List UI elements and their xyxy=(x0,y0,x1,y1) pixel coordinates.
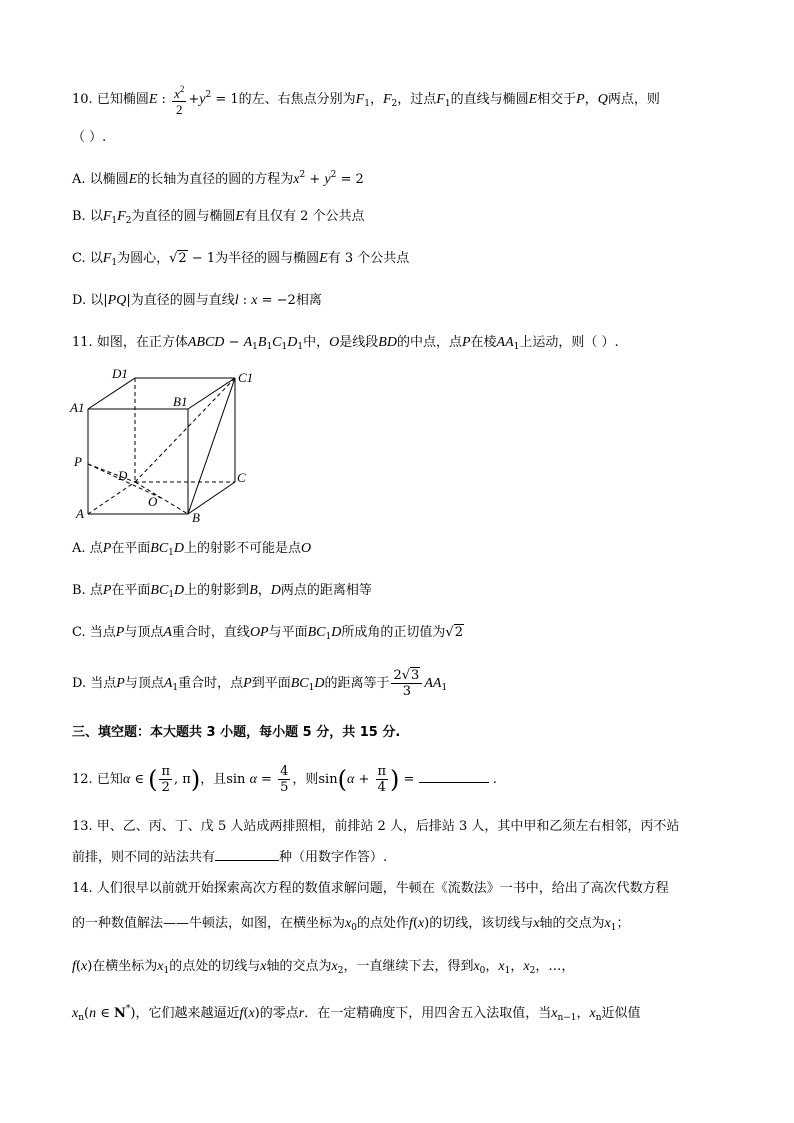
q11-option-b: B. 点P在平面$BC_1D$上的射影到B，D两点的距离相等 xyxy=(72,583,372,600)
q14-line4: $x_n(n$ ∈ N*)，它们越来越逼近f(x)的零点r．在一定精确度下，用四舍五入法取值，当$x_{n-1}$，$x_n$近似值 xyxy=(72,1004,641,1023)
q11-option-c: C. 当点P与顶点A重合时，直线OP与平面$BC_1D$所成角的正切值为√2 xyxy=(72,625,463,642)
q10-paren: （ ）. xyxy=(72,130,107,145)
label-a1: A1 xyxy=(70,400,85,415)
label-b1: B1 xyxy=(173,394,188,409)
q14-line2: 的一种数值解法——牛顿法，如图，在横坐标为$x_0$的点处作f(x)的切线，该切线与x轴的交点为$x_1$； xyxy=(72,916,630,933)
q10-option-c: C. 以$F_1$为圆心，√2 − 1为半径的圆与椭圆E有 3 个公共点 xyxy=(72,251,410,268)
q12: 12. 已知α ∈ ( $\frac{\pi}{2}$ , π)，且sin α = $\frac{4}{5}$ ，则sin(α + $\frac{\pi}{4}$ ) = . xyxy=(72,764,497,795)
label-d1: D1 xyxy=(112,366,128,381)
cube-figure xyxy=(68,364,268,526)
label-d: D xyxy=(118,468,128,483)
q14-line3: f(x)在横坐标为$x_1$的点处的切线与x轴的交点为$x_2$，一直继续下去，得到$x_0$，$x_1$，$x_2$，…， xyxy=(72,959,575,976)
q10-option-b: B. 以$F_1F_2$为直径的圆与椭圆E有且仅有 2 个公共点 xyxy=(72,209,365,226)
section-3-heading: 三、填空题：本大题共 3 小题，每小题 5 分，共 15 分. xyxy=(72,725,401,740)
q13-line1: 13. 甲、乙、丙、丁、戊 5 人站成两排照相，前排站 2 人，后排站 3 人，其中甲和乙须左右相邻，丙不站 xyxy=(72,819,680,834)
q11-option-a: A. 点P在平面$BC_1D$上的射影不可能是点O xyxy=(72,541,312,558)
q11-stem: 11. 如图，在正方体ABCD − $A_1B_1C_1D_1$中，O是线段BD的中点，点P在棱$AA_1$上运动，则（ ）. xyxy=(72,335,619,352)
q10-option-d: D. 以|PQ|为直径的圆与直线l : x = −2相离 xyxy=(72,293,322,308)
label-p: P xyxy=(74,454,82,469)
q10-stem: 10. 已知椭圆E : $\frac{x^2}{2}$ $+y^2 = 1$的左、右焦点分别为$F_1$，$F_2$，过点$F_1$的直线与椭圆E相交于P，Q两点，则 xyxy=(72,84,660,117)
label-b: B xyxy=(192,510,200,525)
q14-line1: 14. 人们很早以前就开始探索高次方程的数值求解问题，牛顿在《流数法》一书中，给出了高次代数方程 xyxy=(72,881,669,896)
q13-line2: 前排，则不同的站法共有 种（用数字作答）. xyxy=(72,850,388,865)
q10-option-a: A. 以椭圆E的长轴为直径的圆的方程为$x^2 + y^2 = 2$ xyxy=(72,170,364,187)
q11-option-d: D. 当点P与顶点$A_1$重合时，点P到平面$BC_1D$的距离等于 $\frac{2√3}{3}$ $AA_1$ xyxy=(72,668,448,699)
label-a: A xyxy=(76,506,84,521)
label-c1: C1 xyxy=(238,370,254,385)
label-c: C xyxy=(237,470,246,485)
label-o: O xyxy=(148,494,158,509)
